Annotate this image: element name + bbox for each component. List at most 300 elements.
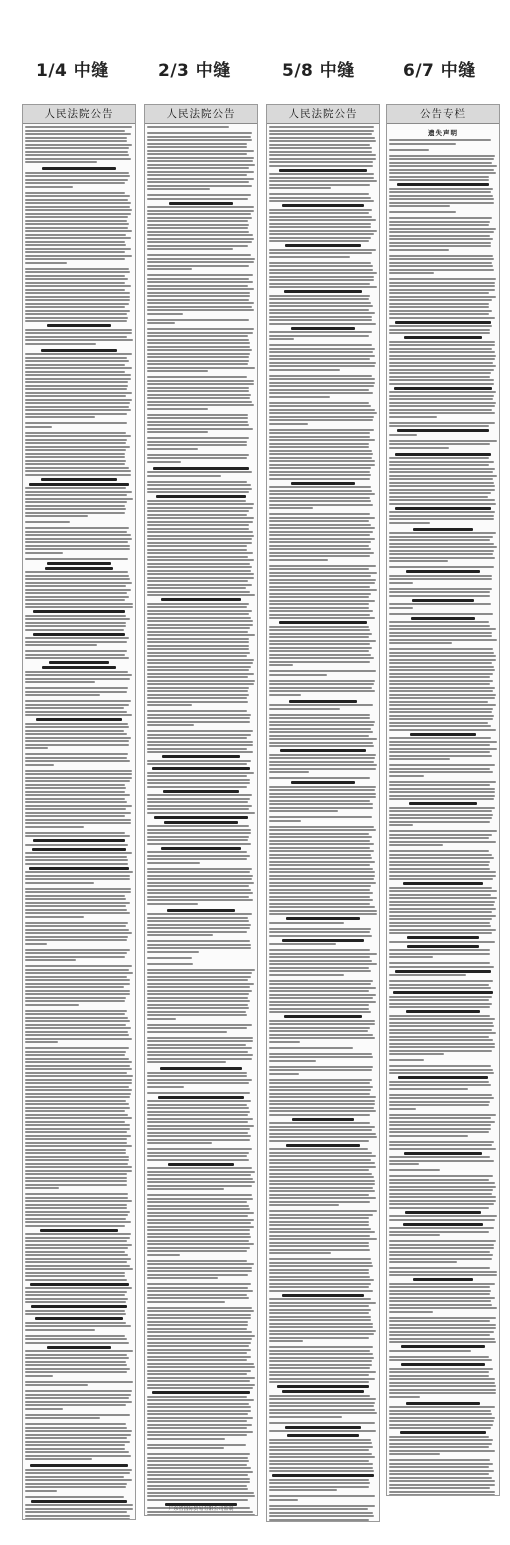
- notice-text-line: [389, 464, 489, 466]
- notice-text-line: [25, 905, 126, 907]
- notice-text-line: [147, 1447, 224, 1449]
- notice-text-line: [280, 749, 367, 752]
- notice-text-line: [25, 888, 131, 890]
- notice-text-line: [269, 1190, 375, 1192]
- notice-text-line: [404, 1152, 482, 1155]
- notice-text-line: [389, 854, 492, 856]
- notice-text-line: [282, 939, 365, 942]
- notice-text-line: [25, 1291, 127, 1293]
- notice-text-line: [389, 1443, 492, 1445]
- notice-text-line: [269, 850, 374, 852]
- notice-text-line: [147, 1488, 248, 1490]
- notice-text-line: [25, 1364, 127, 1366]
- notice-text-line: [291, 327, 355, 330]
- notice-text-line: [269, 1004, 369, 1006]
- notice-text-line: [147, 1263, 254, 1265]
- notice-text-line: [389, 824, 413, 826]
- notice-text-line: [269, 1439, 371, 1441]
- notice-text-line: [147, 1132, 248, 1134]
- column-body: [387, 124, 499, 1496]
- notice-text-line: [25, 1027, 131, 1029]
- notice-text-line: [147, 322, 175, 324]
- notice-text-line: [269, 670, 376, 672]
- notice-text-line: [269, 1309, 371, 1311]
- notice-text-line: [42, 666, 116, 669]
- notice-text-line: [389, 655, 496, 657]
- notice-text-line: [389, 984, 489, 986]
- notice-text-line: [389, 395, 494, 397]
- notice-text-line: [147, 281, 253, 283]
- notice-text-line: [25, 929, 129, 931]
- notice-text-line: [147, 1135, 251, 1137]
- notice-text-line: [269, 279, 374, 281]
- notice-text-line: [147, 920, 249, 922]
- notice-text-line: [147, 741, 253, 743]
- notice-text-line: [389, 1022, 493, 1024]
- notice-text-line: [269, 478, 370, 480]
- notice-text-line: [389, 278, 496, 280]
- notice-text-line: [269, 450, 372, 452]
- notice-text-line: [389, 1368, 493, 1370]
- notice-text-line: [389, 966, 494, 968]
- notice-text-line: [269, 555, 370, 557]
- notice-text-line: [269, 596, 369, 598]
- notice-text-line: [269, 1395, 370, 1397]
- notice-text-line: [269, 1463, 373, 1465]
- notice-text-line: [269, 486, 371, 488]
- notice-text-line: [269, 572, 377, 574]
- notice-text-line: [389, 1207, 489, 1209]
- notice-text-line: [389, 1385, 496, 1387]
- notice-text-line: [269, 657, 374, 659]
- notice-text-line: [25, 922, 128, 924]
- notice-text-line: [147, 1267, 252, 1269]
- notice-text-line: [269, 513, 370, 515]
- notice-text-line: [147, 335, 248, 337]
- notice-text-line: [269, 854, 371, 856]
- notice-text-line: [147, 648, 249, 650]
- notice-text-line: [269, 878, 374, 880]
- notice-text-line: [147, 1274, 248, 1276]
- notice-text-line: [147, 972, 252, 974]
- notice-text-line: [389, 807, 495, 809]
- notice-text-line: [389, 1189, 493, 1191]
- notice-text-line: [389, 1169, 440, 1171]
- notice-text-line: [269, 497, 370, 499]
- notice-text-line: [147, 210, 254, 212]
- notice-text-line: [25, 422, 127, 424]
- notice-text-line: [269, 443, 369, 445]
- notice-text-line: [25, 1294, 125, 1296]
- notice-text-line: [167, 909, 236, 912]
- notice-text-line: [25, 1221, 131, 1223]
- notice-text-line: [25, 1089, 132, 1091]
- notice-text-line: [269, 283, 370, 285]
- notice-text-line: [147, 535, 254, 537]
- notice-text-line: [147, 899, 253, 901]
- notice-text-line: [147, 217, 252, 219]
- notice-text-line: [147, 1370, 251, 1372]
- notice-text-line: [269, 1201, 370, 1203]
- notice-text-line: [389, 1121, 495, 1123]
- notice-text-line: [389, 447, 449, 449]
- notice-text-line: [147, 1406, 251, 1408]
- notice-text-line: [269, 453, 373, 455]
- notice-text-line: [389, 837, 489, 839]
- notice-text-line: [30, 1464, 128, 1467]
- notice-text-line: [389, 269, 494, 271]
- notice-text-line: [389, 918, 492, 920]
- notice-text-line: [269, 1183, 375, 1185]
- notice-text-line: [389, 666, 494, 668]
- notice-text-line: [389, 1254, 493, 1256]
- notice-text-line: [25, 1437, 127, 1439]
- notice-text-line: [269, 276, 374, 278]
- notice-text-line: [409, 802, 477, 805]
- notice-text-line: [25, 1075, 133, 1077]
- notice-text-line: [389, 557, 495, 559]
- notice-text-line: [147, 376, 247, 378]
- notice-text-line: [269, 412, 377, 414]
- notice-text-line: [147, 1148, 252, 1150]
- notice-text-line: [147, 875, 253, 877]
- notice-text-line: [147, 801, 248, 803]
- notice-text-line: [389, 149, 429, 151]
- notice-text-line: [269, 764, 377, 766]
- notice-text-line: [389, 306, 489, 308]
- notice-text-line: [25, 317, 128, 319]
- notice-text-line: [269, 423, 308, 425]
- notice-text-line: [25, 1124, 130, 1126]
- notice-text-line: [147, 288, 254, 290]
- notice-text-line: [147, 417, 248, 419]
- notice-text-line: [269, 1290, 373, 1292]
- notice-text-line: [147, 454, 249, 456]
- notice-text-line: [25, 856, 127, 858]
- notice-text-line: [25, 1004, 79, 1006]
- notice-text-line: [25, 1068, 132, 1070]
- notice-text-line: [25, 467, 129, 469]
- notice-text-line: [147, 157, 254, 159]
- notice-text-line: [147, 1079, 252, 1081]
- notice-text-line: [147, 241, 252, 243]
- notice-text-line: [389, 868, 490, 870]
- notice-text-line: [389, 289, 495, 291]
- notice-text-line: [147, 206, 254, 208]
- caption-col4: 6/7 中缝: [403, 61, 476, 81]
- notice-text-line: [269, 610, 373, 612]
- notice-text-line: [389, 1267, 490, 1269]
- notice-text-line: [269, 956, 370, 958]
- notice-text-line: [147, 220, 248, 222]
- notice-text-line: [147, 1297, 249, 1299]
- notice-text-line: [25, 654, 125, 656]
- notice-text-line: [269, 467, 371, 469]
- notice-text-line: [147, 1444, 246, 1446]
- notice-text-line: [147, 1363, 254, 1365]
- notice-text-line: [25, 1434, 131, 1436]
- notice-text-line: [147, 1366, 255, 1368]
- notice-text-line: [389, 355, 496, 357]
- notice-text-line: [25, 1211, 130, 1213]
- notice-text-line: [269, 1279, 374, 1281]
- notice-text-line: [389, 1072, 494, 1074]
- notice-text-line: [389, 1258, 492, 1260]
- notice-text-line: [25, 1375, 53, 1377]
- notice-text-line: [389, 1424, 493, 1426]
- caption-col2: 2/3 中缝: [158, 61, 231, 81]
- notice-text-line: [147, 1031, 227, 1033]
- notice-text-line: [147, 1467, 251, 1469]
- notice-text-line: [147, 1492, 254, 1494]
- notice-text-line: [269, 1122, 370, 1124]
- notice-text-line: [389, 1108, 416, 1110]
- notice-text-line: [269, 1245, 369, 1247]
- notice-text-line: [389, 1450, 495, 1452]
- notice-text-line: [389, 974, 466, 976]
- notice-text-line: [397, 429, 490, 432]
- notice-text-line: [147, 139, 252, 141]
- notice-text-line: [389, 817, 492, 819]
- notice-text-line: [279, 169, 367, 172]
- notice-text-line: [269, 1133, 376, 1135]
- notice-text-line: [389, 841, 496, 843]
- notice-text-line: [269, 1056, 373, 1058]
- notice-text-line: [389, 676, 490, 678]
- column-body: [23, 124, 135, 1520]
- notice-text-line: [269, 223, 371, 225]
- notice-text-line: [389, 603, 491, 605]
- column-header: 人民法院公告: [23, 105, 135, 124]
- notice-text-line: [269, 1129, 372, 1131]
- notice-text-line: [25, 1479, 132, 1481]
- notice-text-line: [25, 777, 132, 779]
- notice-text-line: [25, 1251, 125, 1253]
- notice-text-line: [269, 997, 373, 999]
- notice-text-line: [147, 356, 249, 358]
- notice-text-line: [147, 1226, 254, 1228]
- notice-text-line: [269, 1272, 369, 1274]
- notice-text-line: [389, 158, 494, 160]
- notice-text-line: [147, 808, 249, 810]
- notice-text-line: [269, 910, 377, 912]
- notice-text-line: [25, 1051, 126, 1053]
- notice-text-line: [389, 329, 490, 331]
- notice-text-line: [269, 949, 370, 951]
- notice-text-line: [147, 1205, 249, 1207]
- notice-text-line: [389, 1286, 490, 1288]
- notice-text-line: [269, 777, 370, 779]
- notice-text-line: [147, 638, 249, 640]
- notice-text-line: [147, 1159, 249, 1161]
- notice-text-line: [147, 1342, 251, 1344]
- notice-text-line: [25, 582, 132, 584]
- notice-text-line: [147, 292, 250, 294]
- notice-text-line: [25, 1298, 128, 1300]
- notice-text-line: [25, 1079, 132, 1081]
- notice-text-line: [389, 911, 492, 913]
- notice-text-line: [25, 674, 132, 676]
- notice-text-line: [147, 868, 252, 870]
- notice-text-line: [25, 1047, 129, 1049]
- notice-text-line: [147, 951, 199, 953]
- notice-text-line: [147, 1478, 250, 1480]
- notice-text-line: [25, 1061, 132, 1063]
- notice-text-line: [147, 825, 249, 827]
- notice-text-line: [147, 990, 252, 992]
- notice-text-line: [147, 903, 198, 905]
- notice-text-line: [269, 786, 376, 788]
- notice-text-line: [25, 691, 127, 693]
- notice-text-line: [25, 296, 130, 298]
- notice-text-line: [269, 882, 376, 884]
- notice-text-line: [25, 1401, 132, 1403]
- notice-text-line: [389, 764, 495, 766]
- notice-text-line: [25, 1093, 131, 1095]
- notice-text-line: [269, 913, 377, 915]
- notice-text-line: [147, 1139, 250, 1141]
- notice-text-line: [389, 591, 490, 593]
- notice-text-line: [25, 1397, 129, 1399]
- notice-text-line: [25, 1417, 100, 1419]
- notice-text-line: [147, 349, 252, 351]
- notice-text-line: [389, 409, 492, 411]
- notice-text-line: [389, 1487, 490, 1489]
- notice-text-line: [147, 167, 249, 169]
- notice-text-line: [147, 645, 249, 647]
- notice-text-line: [147, 285, 248, 287]
- notice-text-line: [389, 1084, 491, 1086]
- notice-text-line: [25, 898, 126, 900]
- notice-text-line: [41, 349, 117, 352]
- notice-text-line: [389, 1453, 440, 1455]
- notice-text-line: [269, 375, 372, 377]
- notice-text-line: [25, 285, 131, 287]
- notice-text-line: [147, 538, 252, 540]
- notice-text-line: [147, 1359, 247, 1361]
- notice-text-line: [389, 830, 497, 832]
- notice-text-line: [269, 654, 371, 656]
- notice-text-line: [269, 1235, 370, 1237]
- notice-text-line: [25, 993, 130, 995]
- notice-text-line: [269, 212, 369, 214]
- notice-text-line: [269, 906, 375, 908]
- notice-text-line: [269, 1350, 370, 1352]
- notice-text-line: [269, 527, 375, 529]
- notice-text-line: [25, 357, 127, 359]
- notice-text-line: [389, 155, 495, 157]
- notice-text-line: [25, 1082, 132, 1084]
- notice-text-line: [147, 610, 252, 612]
- notice-text-line: [25, 1368, 130, 1370]
- notice-text-line: [269, 1298, 371, 1300]
- notice-text-line: [389, 1417, 495, 1419]
- notice-text-line: [147, 1384, 255, 1386]
- notice-text-line: [25, 1472, 130, 1474]
- notice-text-line: [269, 351, 373, 353]
- notice-text-line: [269, 1482, 370, 1484]
- notice-text-line: [269, 130, 374, 132]
- notice-text-line: [147, 724, 194, 726]
- notice-text-line: [147, 1321, 248, 1323]
- notice-text-line: [389, 443, 490, 445]
- notice-text-line: [147, 1460, 249, 1462]
- notice-text-line: [147, 346, 250, 348]
- notice-text-line: [389, 1234, 440, 1236]
- notice-text-line: [147, 913, 252, 915]
- notice-text-line: [389, 850, 489, 852]
- notice-text-line: [269, 193, 369, 195]
- notice-text-line: [147, 1107, 249, 1109]
- notice-text-line: [147, 829, 251, 831]
- notice-text-line: [389, 536, 493, 538]
- notice-text-line: [25, 329, 132, 331]
- notice-text-line: [147, 704, 192, 706]
- notice-text-line: [269, 140, 376, 142]
- notice-text-line: [389, 1427, 491, 1429]
- notice-text-line: [25, 895, 125, 897]
- notice-text-line: [269, 538, 375, 540]
- notice-text-line: [25, 819, 131, 821]
- notice-text-line: [147, 306, 252, 308]
- notice-text-line: [25, 237, 131, 239]
- notice-text-line: [147, 150, 254, 152]
- notice-text-line: [147, 1215, 248, 1217]
- notice-text-line: [25, 1193, 128, 1195]
- notice-text-line: [269, 474, 371, 476]
- notice-text-line: [25, 147, 129, 149]
- notice-text-line: [25, 1469, 132, 1471]
- notice-text-line: [25, 505, 125, 507]
- notice-text-line: [389, 941, 495, 943]
- notice-text-line: [147, 669, 249, 671]
- notice-text-line: [389, 1274, 497, 1276]
- notice-text-line: [147, 1481, 250, 1483]
- notice-text-line: [389, 162, 492, 164]
- notice-text-line: [147, 843, 251, 845]
- notice-text-line: [25, 487, 126, 489]
- notice-text-line: [147, 1208, 250, 1210]
- notice-text-line: [25, 508, 126, 510]
- notice-text-line: [389, 372, 491, 374]
- notice-text-line: [389, 1131, 489, 1133]
- notice-text-line: [25, 1350, 133, 1352]
- notice-text-line: [269, 362, 376, 364]
- notice-text-line: [147, 690, 248, 692]
- notice-text-line: [25, 512, 125, 514]
- notice-text-line: [269, 1422, 375, 1424]
- notice-text-line: [147, 1310, 254, 1312]
- notice-text-line: [269, 810, 338, 812]
- notice-text-line: [389, 369, 494, 371]
- notice-text-line: [403, 882, 484, 885]
- notice-text-line: [389, 1283, 495, 1285]
- notice-text-line: [269, 323, 376, 325]
- notice-text-line: [25, 558, 128, 560]
- notice-text-line: [147, 1307, 252, 1309]
- notice-text-line: [269, 200, 374, 202]
- notice-text-line: [25, 773, 132, 775]
- notice-text-line: [47, 1346, 110, 1349]
- notice-text-line: [401, 1345, 486, 1348]
- notice-text-line: [25, 969, 129, 971]
- notice-text-line: [398, 1076, 488, 1079]
- notice-text-line: [147, 673, 254, 675]
- notice-text-line: [25, 474, 131, 476]
- notice-text-line: [285, 244, 361, 247]
- notice-text-line: [25, 552, 63, 554]
- notice-text-line: [147, 662, 253, 664]
